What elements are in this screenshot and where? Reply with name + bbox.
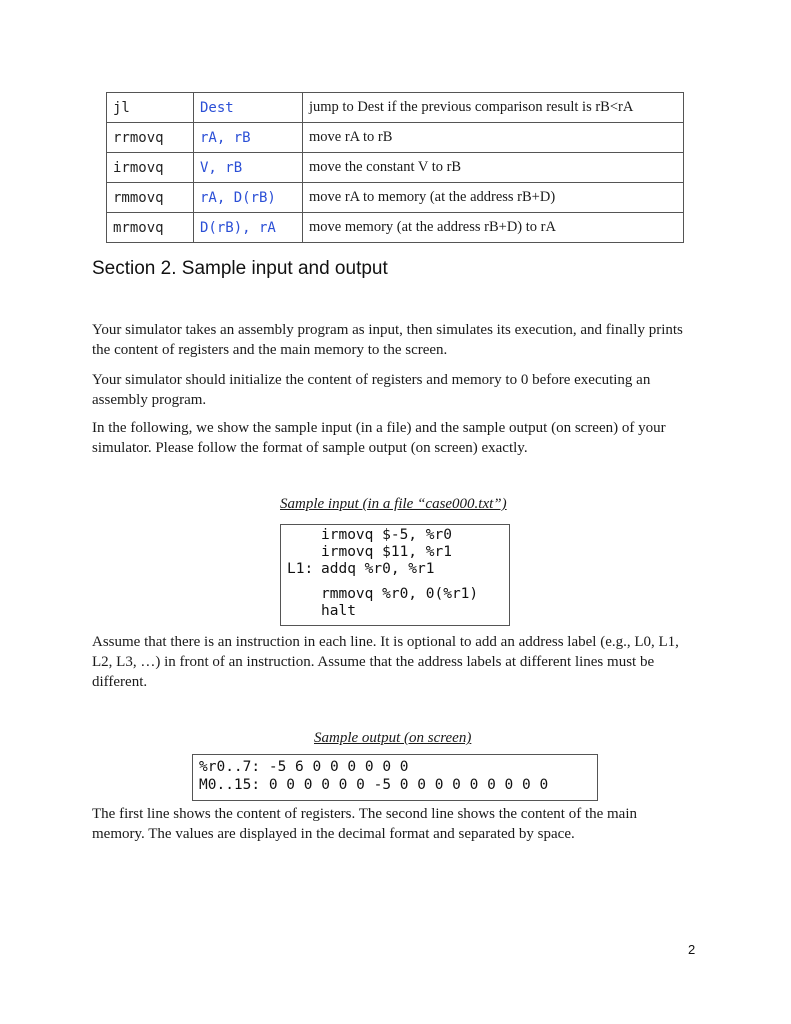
page-number: 2 [688,942,696,957]
code-line [287,544,509,561]
sample-output-caption: Sample output (on screen) [314,730,472,746]
sample-input-box [280,524,510,626]
table-row [107,183,684,213]
operands-cell: Dest [194,93,303,123]
paragraph-output-explanation: The first line shows the content of registers. The second line shows the content of the main memory. The values are displayed in the decimal format and separated by space. [92,806,638,842]
instruction-text: halt [321,603,356,619]
table-row [107,153,684,183]
description-cell: jump to Dest if the previous comparison result is rB<rA [303,93,684,123]
paragraph-format: In the following, we show the sample input (in a file) and the sample output (on screen) of your simulator. Please follow the format of sample output (on screen) exactly. [92,420,666,456]
operands-cell: V, rB [194,153,303,183]
operands-cell: rA, rB [194,123,303,153]
opcode-cell: irmovq [107,153,194,183]
description-cell: move the constant V to rB [303,153,684,183]
paragraph-intro: Your simulator takes an assembly program as input, then simulates its execution, and finally prints the content of registers and the main memory to the screen. [92,322,683,358]
instruction-text: irmovq $11, %r1 [321,544,452,560]
opcode-cell: mrmovq [107,213,194,243]
address-label: L1: [287,561,314,577]
table-row [107,213,684,243]
opcode-cell: jl [107,93,194,123]
sample-input-caption: Sample input (in a file “case000.txt”) [280,496,507,512]
instruction-text: irmovq $-5, %r0 [321,527,452,543]
table-row [107,123,684,153]
instruction-text: addq %r0, %r1 [321,561,435,577]
opcode-cell: rmmovq [107,183,194,213]
code-line [287,561,509,578]
output-line-memory: M0..15: 0 0 0 0 0 0 -5 0 0 0 0 0 0 0 0 0 [199,777,549,793]
operands-cell: rA, D(rB) [194,183,303,213]
paragraph-labels: Assume that there is an instruction in each line. It is optional to add an address label (e.g., L0, L1, L2, L3, …) in front of an instruction. Assume that the address labels at different lines must be different. [92,634,679,690]
description-cell: move memory (at the address rB+D) to rA [303,213,684,243]
instruction-text: rmmovq %r0, 0(%r1) [321,586,479,602]
section-heading: Section 2. Sample input and output [92,258,388,279]
code-line [287,586,509,603]
operands-cell: D(rB), rA [194,213,303,243]
instruction-table [106,92,684,243]
output-line-registers: %r0..7: -5 6 0 0 0 0 0 0 [199,759,409,775]
table-row [107,93,684,123]
description-cell: move rA to memory (at the address rB+D) [303,183,684,213]
code-line [287,527,509,544]
opcode-cell: rrmovq [107,123,194,153]
description-cell: move rA to rB [303,123,684,153]
code-line [287,603,509,620]
paragraph-initialize: Your simulator should initialize the content of registers and memory to 0 before executing an assembly program. [92,372,651,408]
sample-output-box [192,754,598,801]
